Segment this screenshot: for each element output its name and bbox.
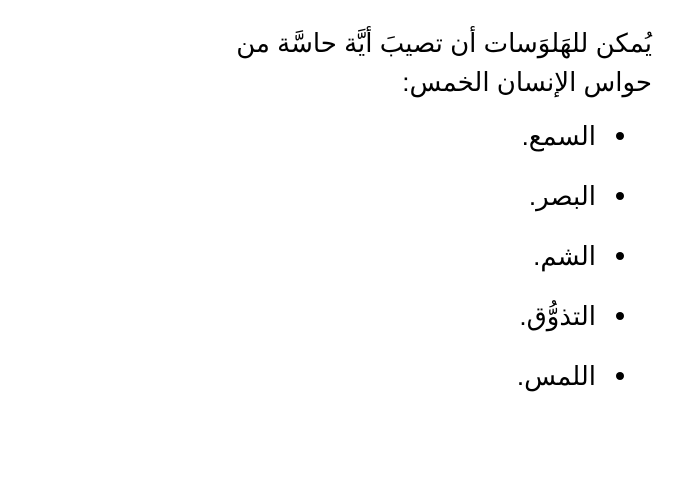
list-item-taste: [212, 286, 652, 346]
list-item-smell: [212, 226, 652, 286]
list-item-sight: [212, 166, 652, 226]
document-content: [212, 24, 652, 406]
list-item-hearing: [212, 106, 652, 166]
list-item-label: البصر.: [528, 180, 596, 211]
list-item-label: التذوُّق.: [519, 300, 596, 331]
list-item-label: الشم.: [533, 240, 596, 271]
bullet-icon: [616, 372, 624, 380]
list-item-label: السمع.: [521, 120, 596, 151]
list-item-touch: [212, 346, 652, 406]
intro-paragraph: يُمكن للهَلوَسات أن تصيبَ أيَّة حاسَّة من حواس الإنسان الخمس:: [236, 28, 652, 97]
bullet-icon: [616, 312, 624, 320]
bullet-icon: [616, 192, 624, 200]
bullet-icon: [616, 252, 624, 260]
list-item-label: اللمس.: [516, 360, 596, 391]
bullet-icon: [616, 132, 624, 140]
senses-list: [212, 106, 652, 406]
